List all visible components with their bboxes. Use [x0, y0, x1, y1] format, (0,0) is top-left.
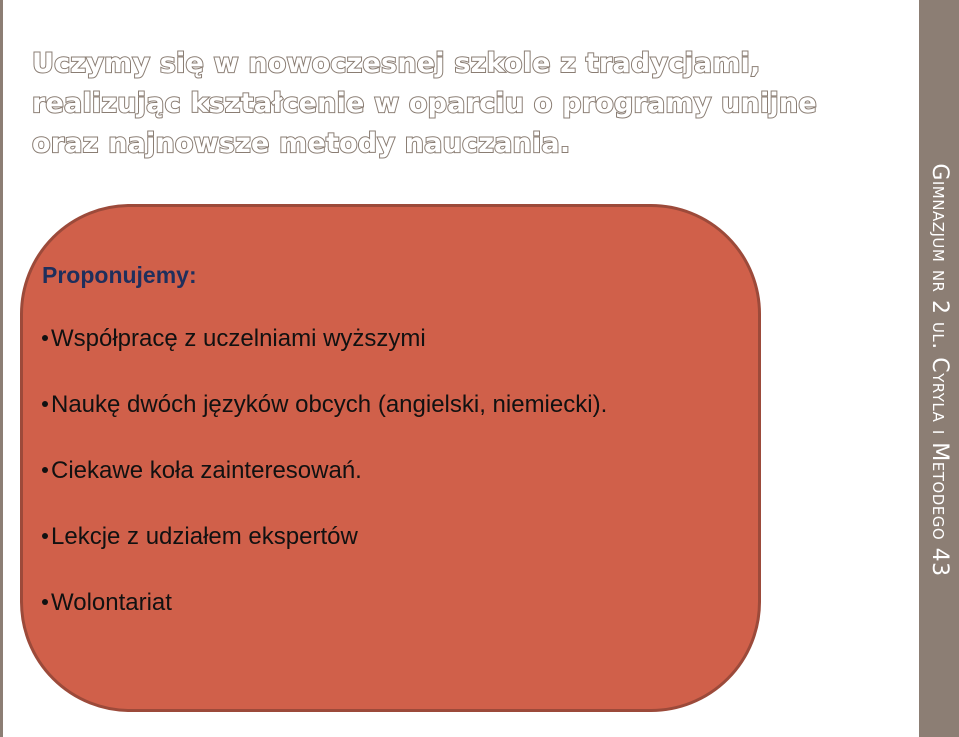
list-item: Naukę dwóch języków obcych (angielski, niemiecki). — [42, 389, 607, 455]
bullet-icon — [42, 401, 48, 407]
list-item: Wolontariat — [42, 587, 607, 653]
bullet-icon — [42, 533, 48, 539]
list-item: Ciekawe koła zainteresowań. — [42, 455, 607, 521]
bullet-icon — [42, 599, 48, 605]
list-item: Współpracę z uczelniami wyższymi — [42, 323, 607, 389]
bullet-icon — [42, 335, 48, 341]
left-edge-bar — [0, 0, 3, 737]
offer-heading: Proponujemy: — [42, 262, 197, 288]
bullet-icon — [42, 467, 48, 473]
school-address-title: Gimnazjum nr 2 ul. Cyryla i Metodego 43 — [927, 163, 952, 577]
offer-box — [20, 204, 761, 712]
list-item: Lekcje z udziałem ekspertów — [42, 521, 607, 587]
offer-list — [42, 323, 607, 653]
slide-headline: Uczymy się w nowoczesnej szkole z tradycjami, realizując kształcenie w oparciu o programy unijne oraz najnowsze metody nauczania. — [32, 48, 817, 159]
